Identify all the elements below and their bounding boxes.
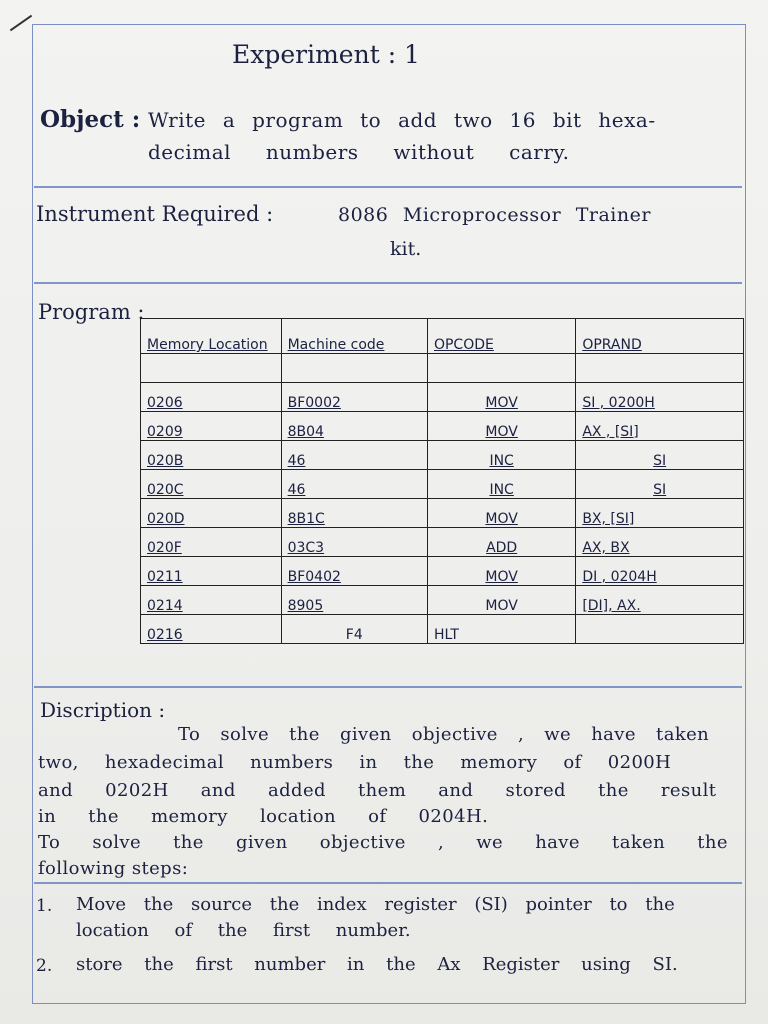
page-title: Experiment : 1 [232,40,420,69]
description-line: following steps: [38,858,189,879]
opcode-cell: MOV [427,383,575,412]
operand-cell: [DI], AX. [576,586,744,615]
table-row-blank [141,354,744,383]
description-line: in the memory location of 0204H. [38,806,489,827]
object-label: Object : [40,106,141,133]
table-row [141,470,744,499]
machine-code-cell: 46 [281,470,427,499]
memory-location-cell: 020B [141,441,282,470]
table-header-row [141,319,744,354]
header-opcode: OPCODE [427,319,575,354]
instrument-label: Instrument Required : [36,202,274,226]
table-row [141,383,744,412]
operand-cell: SI [576,441,744,470]
opcode-cell: MOV [427,412,575,441]
description-line: two, hexadecimal numbers in the memory of 0200H [38,752,672,773]
opcode-cell: MOV [427,586,575,615]
step-number: 1. [36,896,53,916]
table-row [141,412,744,441]
divider [34,282,742,284]
machine-code-cell: BF0002 [281,383,427,412]
machine-code-cell: 8B1C [281,499,427,528]
opcode-cell: INC [427,441,575,470]
operand-cell: DI , 0204H [576,557,744,586]
table-row [141,615,744,644]
step-line: location of the first number. [76,920,411,941]
machine-code-cell: 03C3 [281,528,427,557]
memory-location-cell: 0211 [141,557,282,586]
operand-cell: AX , [SI] [576,412,744,441]
operand-cell [576,615,744,644]
object-text-line-2: decimal numbers without carry. [148,140,570,164]
machine-code-cell: BF0402 [281,557,427,586]
memory-location-cell: 0209 [141,412,282,441]
table-row [141,586,744,615]
header-machine-code: Machine code [281,319,427,354]
machine-code-cell: 8905 [281,586,427,615]
operand-cell: BX, [SI] [576,499,744,528]
operand-cell: SI , 0200H [576,383,744,412]
description-label: Discription : [40,698,166,722]
memory-location-cell: 020C [141,470,282,499]
memory-location-cell: 020D [141,499,282,528]
step-line: store the first number in the Ax Register using SI. [76,954,678,975]
machine-code-cell: 46 [281,441,427,470]
machine-code-cell: F4 [281,615,427,644]
instrument-text-line-1: 8086 Microprocessor Trainer [338,204,651,226]
table-row [141,441,744,470]
header-memory-location: Memory Location [141,319,282,354]
opcode-cell: MOV [427,499,575,528]
divider [34,686,742,688]
program-table [140,318,744,644]
operand-cell: AX, BX [576,528,744,557]
memory-location-cell: 0216 [141,615,282,644]
description-line: To solve the given objective , we have taken [178,724,710,745]
opcode-cell: MOV [427,557,575,586]
table-row [141,528,744,557]
program-label: Program : [38,300,145,324]
description-line: To solve the given objective , we have taken the [38,832,728,853]
memory-location-cell: 020F [141,528,282,557]
header-operand: OPRAND [576,319,744,354]
memory-location-cell: 0214 [141,586,282,615]
object-text-line-1: Write a program to add two 16 bit hexa- [148,108,656,132]
memory-location-cell: 0206 [141,383,282,412]
opcode-cell: ADD [427,528,575,557]
machine-code-cell: 8B04 [281,412,427,441]
operand-cell: SI [576,470,744,499]
pen-mark [10,15,32,32]
divider [34,882,742,884]
opcode-cell: INC [427,470,575,499]
step-number: 2. [36,956,53,976]
instrument-text-line-2: kit. [390,238,422,260]
table-row [141,557,744,586]
opcode-cell: HLT [427,615,575,644]
step-line: Move the source the index register (SI) pointer to the [76,894,675,915]
description-line: and 0202H and added them and stored the result [38,780,717,801]
table-row [141,499,744,528]
divider [34,186,742,188]
